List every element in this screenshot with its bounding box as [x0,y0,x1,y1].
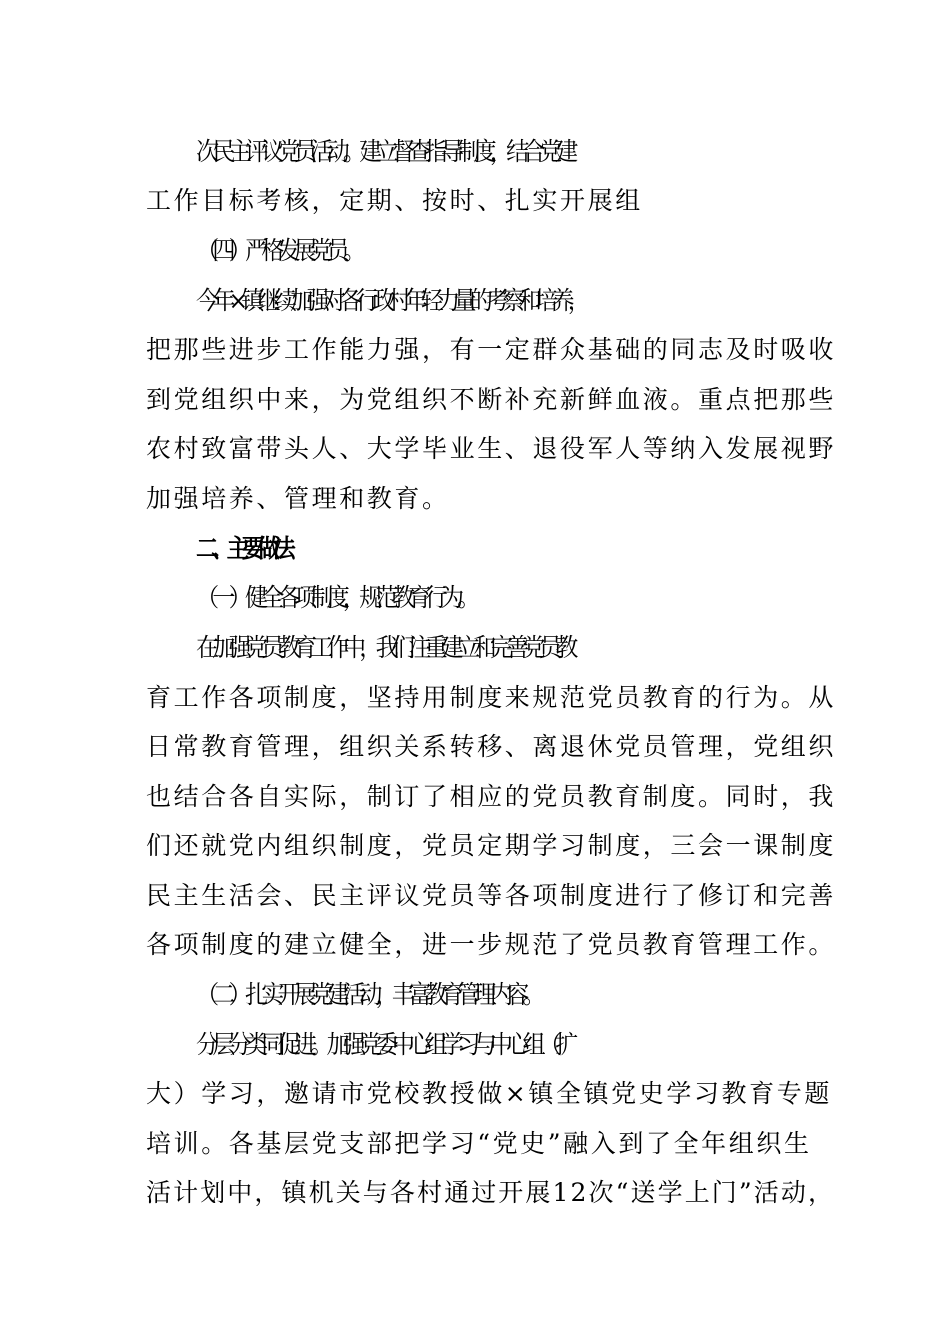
text-line: 在加强党员教育工作中，我们注重建立和完善党员教 [196,633,572,662]
text-line: 分层分类同促进。加强党委中心组学习与中心组（扩 [196,1030,572,1059]
text-line: 日常教育管理，组织关系转移、离退休党员管理，党组织 [146,732,837,761]
text-line: 们还就党内组织制度，党员定期学习制度，三会一课制度 [146,831,837,860]
section-heading: 二、主要做法 [196,534,288,563]
text-line: 加强培养、管理和教育。 [146,484,450,513]
text-line: 大）学习，邀请市党校教授做×镇全镇党史学习教育专题 [146,1079,832,1108]
text-line: 把那些进步工作能力强，有一定群众基础的同志及时吸收 [146,335,837,364]
text-line: 民主生活会、民主评议党员等各项制度进行了修订和完善 [146,881,837,910]
text-line: 农村致富带头人、大学毕业生、退役军人等纳入发展视野 [146,434,837,463]
text-line: 也结合各自实际，制订了相应的党员教育制度。同时，我 [146,782,837,811]
text-line: 今年×镇继续加强对各行政村年轻力量的考察和培养， [196,286,585,315]
text-line: 各项制度的建立健全，进一步规范了党员教育管理工作。 [146,930,837,959]
subheading: （四）严格发展党员。 [196,236,360,265]
text-line: 工作目标考核，定期、按时、扎实开展组 [146,186,643,215]
text-line: 次民主评议党员活动。建立督查指导制度，结合党建 [196,137,572,166]
subheading: （二）扎实开展党建活动，丰富教育管理内容。 [196,980,539,1009]
text-line: 育工作各项制度，坚持用制度来规范党员教育的行为。从 [146,683,837,712]
subheading: （一）健全各项制度，规范教育行为。 [196,583,474,612]
text-line: 到党组织中来，为党组织不断补充新鲜血液。重点把那些 [146,385,837,414]
text-line: 活计划中，镇机关与各村通过开展12次“送学上门”活动， [146,1178,836,1207]
text-line: 培训。各基层党支部把学习“党史”融入到了全年组织生 [146,1129,812,1158]
